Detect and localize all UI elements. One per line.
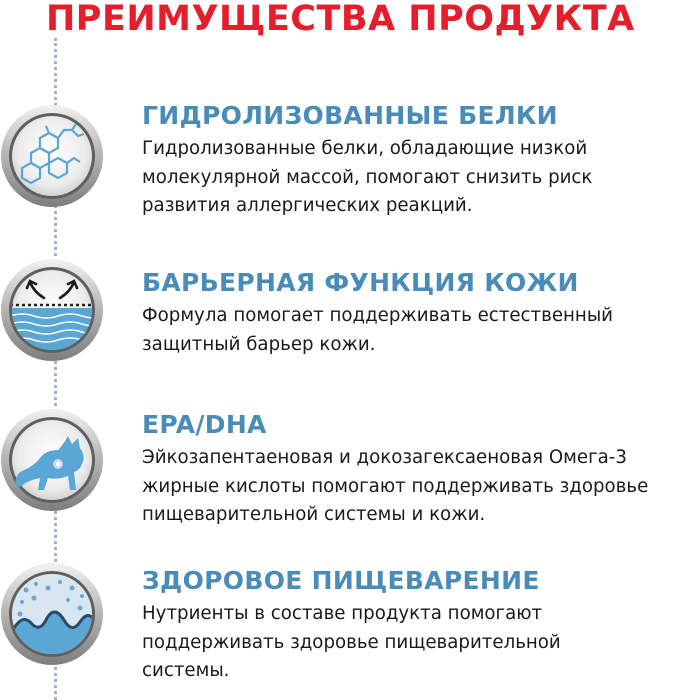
digestion-icon xyxy=(0,562,104,666)
feature-heading: EPA/DHA xyxy=(142,410,267,439)
cat-icon xyxy=(0,408,104,512)
feature-epa-dha xyxy=(142,410,677,530)
feature-healthy-digestion xyxy=(142,566,677,686)
molecule-icon xyxy=(0,104,104,208)
feature-heading: ЗДОРОВОЕ ПИЩЕВАРЕНИЕ xyxy=(142,566,540,595)
feature-hydrolyzed-proteins xyxy=(142,101,677,221)
feature-heading: ГИДРОЛИЗОВАННЫЕ БЕЛКИ xyxy=(142,101,558,130)
feature-text: Формула помогает поддерживать естественный защитный барьер кожи. xyxy=(142,305,614,355)
skin-barrier-icon xyxy=(0,258,104,362)
page-title: ПРЕИМУЩЕСТВА ПРОДУКТА xyxy=(46,0,635,39)
feature-text: Нутриенты в составе продукта помогают поддерживать здоровье пищеварительной системы. xyxy=(142,603,561,681)
feature-text: Эйкозапентаеновая и докозагексаеновая Омега-3 жирные кислоты помогают поддерживать здоровье пищеварительной системы и кожи. xyxy=(142,447,649,525)
feature-heading: БАРЬЕРНАЯ ФУНКЦИЯ КОЖИ xyxy=(142,268,579,297)
feature-text: Гидролизованные белки, обладающие низкой молекулярной массой, помогают снизить риск развития аллергических реакций. xyxy=(142,138,593,216)
feature-skin-barrier xyxy=(142,268,677,359)
